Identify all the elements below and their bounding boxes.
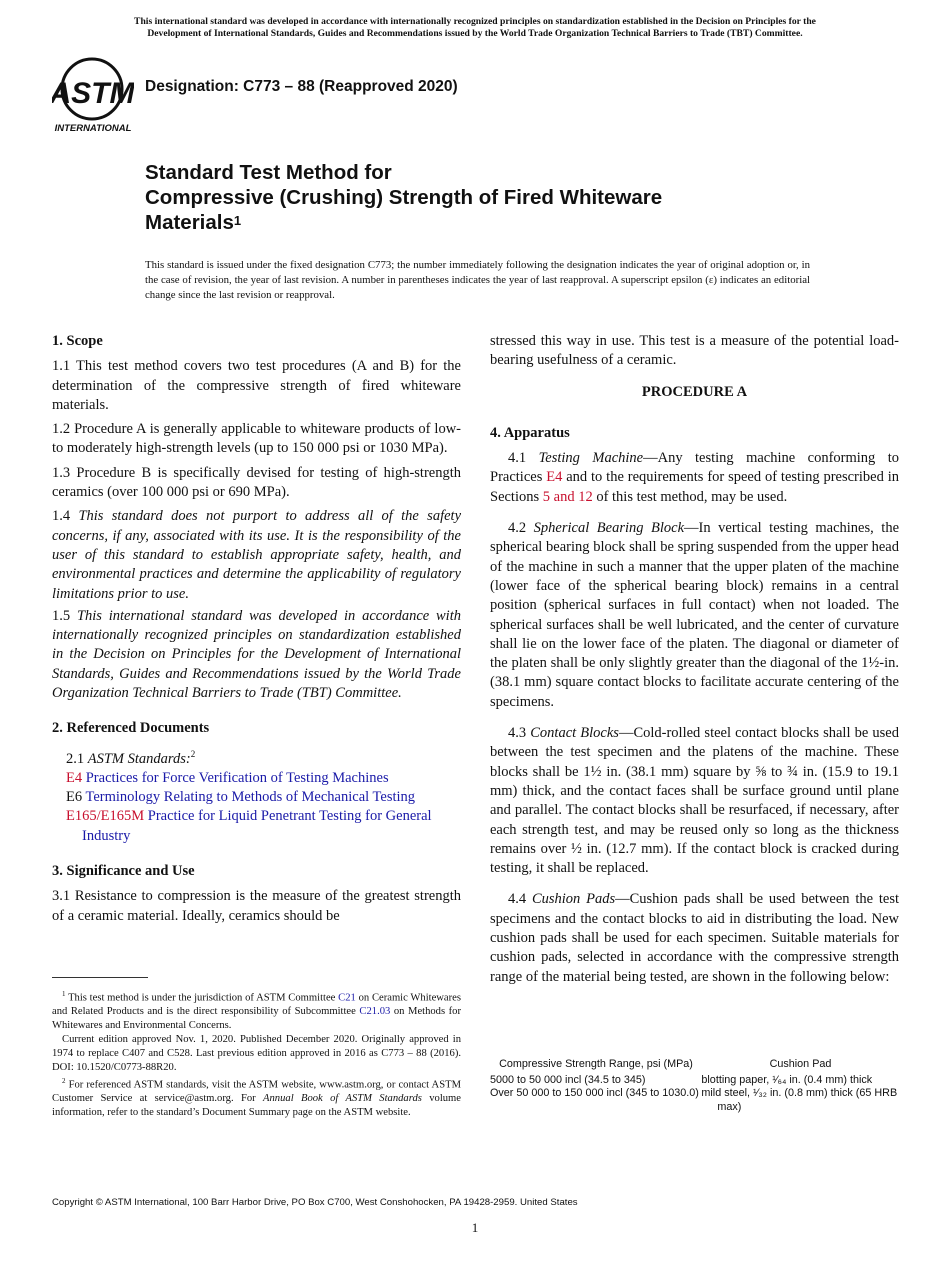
link-c21-03[interactable]: C21.03 bbox=[359, 1006, 391, 1018]
row1-pad: blotting paper, ¹⁄₆₄ in. (0.4 mm) thick bbox=[701, 1073, 873, 1086]
para-4-4 bbox=[490, 890, 899, 986]
para-2-1-text: ASTM Standards: bbox=[87, 750, 191, 767]
logo-letters: ASTM bbox=[52, 77, 134, 110]
ref-e4[interactable] bbox=[66, 769, 461, 788]
footnote-1-edition: Current edition approved Nov. 1, 2020. Published December 2020. Originally approved in 1974 to replace C407 and C528. Last previous edition approved in 2016 as C773 – 88 (2016). DOI: 10.1520/C0773-88R20. bbox=[52, 1034, 461, 1073]
para-4-2-num: 4.2 bbox=[508, 520, 527, 537]
para-4-3-title: Contact Blocks bbox=[530, 725, 619, 742]
para-4-4-num: 4.4 bbox=[508, 891, 527, 908]
table-row bbox=[490, 1087, 899, 1114]
footnote-ref-2[interactable]: 2 bbox=[190, 748, 196, 759]
para-4-1-text-c: of this test method, may be used. bbox=[596, 488, 788, 505]
right-column bbox=[490, 332, 899, 992]
para-1-4-text: This standard does not purport to address all of the safety concerns, if any, associated with its use. It is the responsibility of the user of this standard to establish appropriate safety, health, and environmental practices and determine the applicability of regulatory limitations prior to use. bbox=[52, 508, 462, 602]
para-4-4-text: —Cushion pads shall be used between the test specimens and the contact blocks to aid in distributing the load. New cushion pads shall be used for each specimen. Suitable materials for cushion pads, selected in accordance with the compressive strength range of the material being tested, are shown in the following below: bbox=[490, 891, 899, 985]
title-line1: Standard Test Method for bbox=[145, 161, 392, 184]
para-1-4-num: 1.4 bbox=[52, 508, 71, 525]
footnotes bbox=[52, 988, 461, 1120]
document-title bbox=[145, 160, 825, 235]
ref-e165-code[interactable]: E165/E165M bbox=[66, 808, 145, 825]
footnote-1-marker: 1 bbox=[62, 990, 66, 998]
footnote-2-marker: 2 bbox=[62, 1077, 66, 1086]
para-4-1-num: 4.1 bbox=[508, 450, 527, 467]
footnote-divider bbox=[52, 977, 148, 978]
title-line3-text: Materials bbox=[145, 211, 234, 234]
para-4-1-text-b: and to the requirements for speed of testing prescribed in Sections bbox=[490, 469, 900, 505]
footnote-1-text-c: on Methods for Whitewares and Environmental Concerns. bbox=[52, 1006, 462, 1031]
link-e4[interactable]: E4 bbox=[546, 469, 563, 486]
footnote-2-text-a: For referenced ASTM standards, visit the ASTM website, www.astm.org, or contact ASTM Customer Service at service@astm.org. For bbox=[52, 1079, 461, 1105]
title-line3 bbox=[145, 210, 825, 235]
para-4-3-num: 4.3 bbox=[508, 725, 527, 742]
ref-e4-code[interactable]: E4 bbox=[66, 769, 83, 786]
title-footnote-ref[interactable]: 1 bbox=[233, 213, 242, 228]
para-4-2-text: —In vertical testing machines, the spherical bearing block shall be spring suspended from the upper head of the machine in such a manner that the upper platen of the machine (lower face of the spherical bearing block) remains in a central position (spherical surfaces in full contact) when not loaded. The spherical surfaces shall be well lubricated, and the center of curvature shall lie on the lower face of the platen. The diagonal or diameter of the platen shall be only slightly greater than the diagonal of the 1½-in. (38.1 mm) square contact blocks to facilitate accurate centering of the specimens. bbox=[490, 520, 900, 710]
para-1-5-text: This international standard was developed in accordance with internationally recognized principles on standardization established in the Decision on Principles for the Development of International Standards, Guides and Recommendations issued by the World Trade Organization Technical Barriers to Trade (TBT) Committee. bbox=[52, 607, 461, 702]
header-pad: Cushion Pad bbox=[769, 1058, 832, 1070]
footnote-1 bbox=[52, 988, 461, 1032]
left-column bbox=[52, 332, 461, 926]
para-2-1 bbox=[66, 745, 461, 769]
para-4-2 bbox=[490, 519, 899, 712]
para-1-4 bbox=[52, 507, 461, 603]
para-3-1-end: stressed this way in use. This test is a measure of the potential load-bearing usefulness of a ceramic. bbox=[490, 333, 899, 369]
para-1-2: 1.2 Procedure A is generally applicable to whiteware products of low- to moderately high-strength levels (up to 150 000 psi or 1030 MPa). bbox=[52, 421, 461, 457]
link-sections-5-12[interactable]: 5 and 12 bbox=[542, 488, 593, 505]
para-1-5 bbox=[52, 607, 461, 703]
table-header bbox=[490, 1058, 899, 1072]
title-line2: Compressive (Crushing) Strength of Fired Whiteware bbox=[145, 186, 663, 209]
procedure-a-heading: PROCEDURE A bbox=[641, 383, 748, 400]
ref-e4-title[interactable]: Practices for Force Verification of Testing Machines bbox=[85, 769, 389, 786]
copyright: Copyright © ASTM International, 100 Barr Harbor Drive, PO Box C700, West Conshohocken, PA 19428-2959. United States bbox=[52, 1197, 578, 1208]
section-1-heading: 1. Scope bbox=[52, 333, 103, 349]
para-3-1-start: 3.1 Resistance to compression is the measure of the greatest strength of a ceramic material. Ideally, ceramics should be bbox=[52, 888, 461, 924]
row2-range: Over 50 000 to 150 000 incl (345 to 1030.0) bbox=[490, 1087, 699, 1100]
cushion-pad-table bbox=[490, 1058, 899, 1114]
footnote-1-text-a: This test method is under the jurisdiction of ASTM Committee bbox=[68, 992, 336, 1004]
link-c21[interactable]: C21 bbox=[338, 992, 356, 1004]
footnote-2 bbox=[52, 1075, 461, 1119]
para-4-3 bbox=[490, 724, 899, 878]
ref-e6-code: E6 bbox=[66, 789, 83, 806]
logo-wordmark: INTERNATIONAL bbox=[54, 123, 132, 134]
header-range: Compressive Strength Range, psi (MPa) bbox=[499, 1058, 693, 1070]
astm-logo bbox=[52, 56, 134, 134]
para-2-1-num: 2.1 bbox=[66, 750, 85, 767]
issue-note: This standard is issued under the fixed designation C773; the number immediately following the designation indicates the year of original adoption or, in the case of revision, the year of last revision. A number in parentheses indicates the year of last reapproval. A superscript epsilon (ε) indicates an editorial change since the last revision or reapproval. bbox=[145, 259, 810, 301]
para-4-1-text-a: —Any testing machine conforming to Practices bbox=[490, 450, 899, 486]
table-row bbox=[490, 1074, 899, 1088]
para-4-1-title: Testing Machine bbox=[538, 450, 644, 467]
ref-e165[interactable] bbox=[66, 807, 461, 846]
row1-range: 5000 to 50 000 incl (34.5 to 345) bbox=[490, 1073, 646, 1086]
para-1-1: 1.1 This test method covers two test procedures (A and B) for the determination of the compressive strength of fired whiteware materials. bbox=[52, 358, 461, 413]
para-4-4-title: Cushion Pads bbox=[531, 891, 616, 908]
ref-e6[interactable] bbox=[66, 788, 461, 807]
footnote-2-italic: Annual Book of ASTM Standards bbox=[263, 1093, 422, 1105]
footnote-1-text-b: on Ceramic Whitewares and Related Products and is the direct responsibility of Subcommittee bbox=[52, 992, 461, 1018]
para-1-3: 1.3 Procedure B is specifically devised for testing of high-strength ceramics (over 100 000 psi or 690 MPa). bbox=[52, 464, 461, 501]
tbt-notice-line1: This international standard was developed in accordance with internationally recognized principles on standardization established in the Decision on Principles for the bbox=[134, 16, 816, 27]
para-4-3-text: —Cold-rolled steel contact blocks shall be used between the test specimen and the platens of the machine. These blocks shall be 1½ in. (38.1 mm) square by ⅝ to ¾ in. (15.9 to 19.1 mm) thick, and the contact faces shall be surface ground until plane and parallel. The contact blocks shall be resurfaced, if necessary, after each strength test, and may be reused only so long as the thickness remains over ½ in. (12.7 mm). If the contact block is cracked during testing, it shall be replaced. bbox=[490, 725, 899, 877]
referenced-documents bbox=[52, 745, 461, 846]
designation: Designation: C773 – 88 (Reapproved 2020) bbox=[145, 78, 458, 95]
tbt-notice-line2: Development of International Standards, Guides and Recommendations issued by the World Trade Organization Technical Barriers to Trade (TBT) Committee. bbox=[147, 28, 803, 39]
footnote-2-text-b: volume information, refer to the standard’s Document Summary page on the ASTM website. bbox=[52, 1093, 461, 1118]
para-4-1 bbox=[490, 449, 899, 507]
tbt-notice bbox=[40, 16, 910, 40]
para-1-5-num: 1.5 bbox=[52, 607, 71, 624]
section-3-heading: 3. Significance and Use bbox=[52, 862, 195, 879]
ref-e6-title[interactable]: Terminology Relating to Methods of Mechanical Testing bbox=[85, 789, 416, 806]
section-2-heading: 2. Referenced Documents bbox=[52, 720, 210, 737]
para-4-2-title: Spherical Bearing Block bbox=[533, 520, 685, 537]
page-number: 1 bbox=[471, 1220, 479, 1235]
section-4-heading: 4. Apparatus bbox=[490, 424, 570, 441]
row2-pad: mild steel, ¹⁄₃₂ in. (0.8 mm) thick (65 HRB max) bbox=[701, 1087, 898, 1113]
ref-e165-title[interactable]: Practice for Liquid Penetrant Testing for General Industry bbox=[82, 808, 432, 844]
